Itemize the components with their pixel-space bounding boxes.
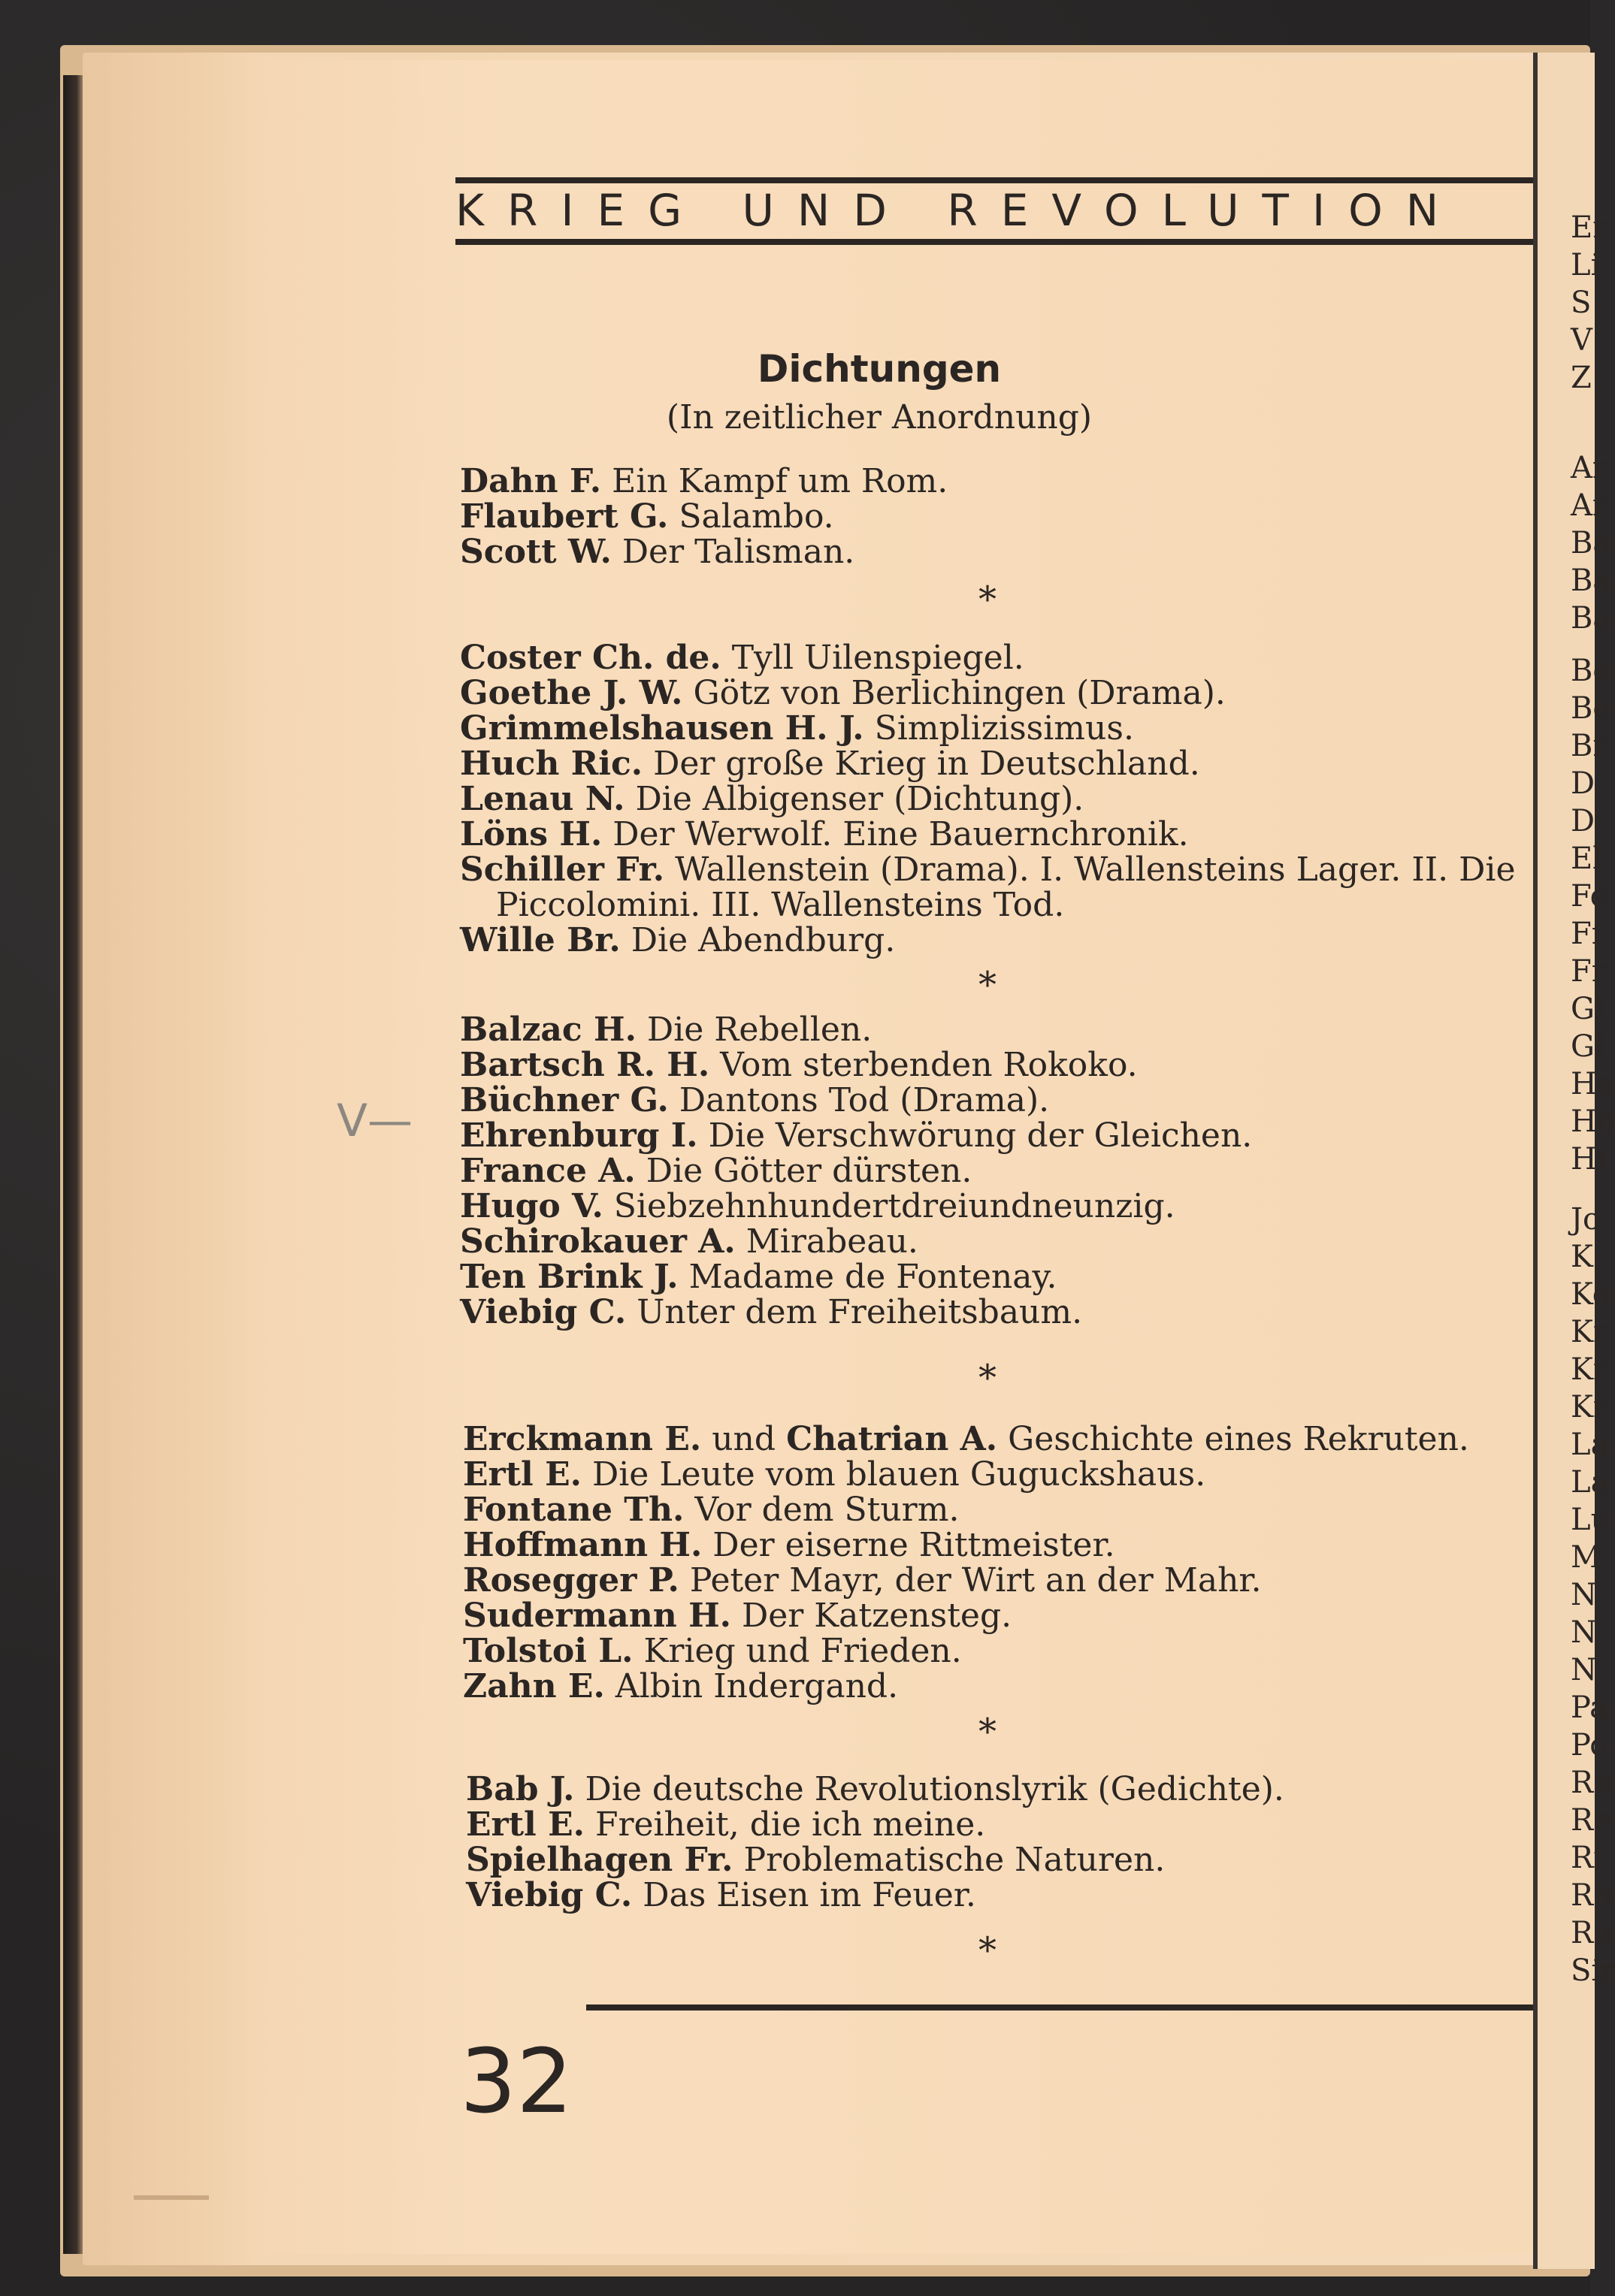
list-item: Schirokauer A. Mirabeau. [460,1222,918,1261]
right-page-fragment: K [1571,1240,1593,1274]
right-page-fragment: Re [1571,1803,1611,1838]
separator-asterisk: * [978,1357,997,1399]
right-page-fragment: Be [1571,654,1611,688]
right-page-fragment: Ar [1571,451,1607,485]
right-page-fragment: V [1571,323,1592,358]
right-page-fragment: La [1571,1465,1609,1500]
list-item: Wille Br. Die Abendburg. [460,921,896,959]
list-item: Grimmelshausen H. J. Simplizissimus. [460,709,1134,748]
right-page-fragment: S [1571,285,1592,320]
list-item: Ten Brink J. Madame de Fontenay. [460,1258,1057,1296]
list-item: Fontane Th. Vor dem Sturm. [463,1491,960,1529]
right-page-fragment: Er [1571,210,1607,245]
list-item: Spielhagen Fr. Problematische Naturen. [466,1841,1166,1879]
right-page-fragment: Gl [1571,1029,1604,1064]
list-item-continuation: Piccolomini. III. Wallensteins Tod. [496,886,1065,924]
list-item: Coster Ch. de. Tyll Uilenspiegel. [460,639,1024,677]
right-page-fragment: Re [1571,1766,1611,1800]
list-item: Lenau N. Die Albigenser (Dichtung). [460,780,1084,818]
right-page-fragment: Ro [1571,1916,1612,1950]
section-title: Dichtungen [757,347,1002,391]
right-page-fragment: D [1571,766,1595,801]
right-page-fragment: El [1571,841,1602,876]
right-page-fragment: Po [1571,1728,1608,1763]
pencil-annotation: V— [337,1095,413,1147]
list-item: Rosegger P. Peter Mayr, der Wirt an der Mahr. [463,1561,1262,1600]
list-item: Bab J. Die deutsche Revolutionslyrik (Gedichte). [466,1770,1284,1808]
footer-rule [586,2004,1533,2011]
list-item: Balzac H. Die Rebellen. [460,1011,873,1049]
list-item: Tolstoi L. Krieg und Frieden. [463,1632,962,1670]
running-header: KRIEG UND REVOLUTION [455,185,1462,236]
right-page-fragment: Ri [1571,1841,1603,1875]
right-page-fragment: Kr [1571,1352,1608,1387]
list-item: France A. Die Götter dürsten. [460,1152,972,1190]
right-page-fragment: Hi [1571,1142,1607,1177]
right-page-fragment: Fr [1571,917,1606,951]
header-rule-top [455,177,1533,183]
separator-asterisk: * [978,1711,997,1753]
right-page-fragment: Fr [1571,954,1606,989]
right-page-fragment: M [1571,1540,1601,1575]
right-page-fragment: Pa [1571,1690,1607,1725]
right-page-fragment: Kr [1571,1390,1608,1424]
page-number: 32 [460,2029,573,2133]
right-page-fragment: Fe [1571,879,1608,914]
right-page-fragment: Jo [1571,1202,1601,1237]
list-item: Sudermann H. Der Katzensteg. [463,1597,1012,1635]
list-item: Erckmann E. und Chatrian A. Geschichte eines Rekruten. [463,1420,1469,1458]
right-page-fragment: Kö [1571,1277,1610,1312]
right-page-fragment: La [1571,1427,1609,1462]
right-page-fragment: Kr [1571,1315,1608,1349]
list-item: Ertl E. Die Leute vom blauen Guguckshaus. [463,1455,1206,1494]
page-tab-mark [134,2195,209,2200]
list-item: Huch Ric. Der große Krieg in Deutschland. [460,745,1200,783]
right-page-fragment: Lu [1571,1503,1610,1537]
right-page-fragment: Ba [1571,563,1611,598]
right-page-fragment: Ar [1571,488,1607,523]
list-item: Zahn E. Albin Indergand. [463,1667,899,1705]
right-page-fragment: N [1571,1653,1597,1687]
right-page-fragment: Ho [1571,1104,1615,1139]
right-page-fragment: Li [1571,248,1601,282]
separator-asterisk: * [978,1929,997,1971]
list-item: Ertl E. Freiheit, die ich meine. [466,1805,986,1844]
list-item: Goethe J. W. Götz von Berlichingen (Drama). [460,674,1226,712]
list-item: Löns H. Der Werwolf. Eine Bauernchronik. [460,815,1189,853]
right-page-fragment: Be [1571,691,1611,726]
list-item: Hoffmann H. Der eiserne Rittmeister. [463,1526,1115,1564]
header-rule-bottom [455,239,1533,245]
right-page-fragment: Z [1571,361,1592,395]
right-page-fragment: Ha [1571,1067,1615,1101]
right-page-fragment: N [1571,1578,1597,1612]
list-item: Ehrenburg I. Die Verschwörung der Gleichen. [460,1116,1253,1155]
list-item: Scott W. Der Talisman. [460,533,855,571]
list-item: Viebig C. Das Eisen im Feuer. [466,1876,976,1914]
right-page-fragment: Gl [1571,992,1604,1026]
list-item: Dahn F. Ein Kampf um Rom. [460,462,948,500]
list-item: Flaubert G. Salambo. [460,497,834,536]
separator-asterisk: * [978,964,997,1006]
list-item: Büchner G. Dantons Tod (Drama). [460,1081,1050,1119]
right-page-fragment: D [1571,804,1595,838]
separator-asterisk: * [978,579,997,621]
list-item: Schiller Fr. Wallenstein (Drama). I. Wallensteins Lager. II. Die [460,850,1516,889]
right-page-fragment: N [1571,1615,1597,1650]
right-page-fragment: Ba [1571,601,1611,636]
section-subtitle: (In zeitlicher Anordnung) [666,398,1093,437]
right-page-fragment: Ba [1571,526,1611,560]
right-page-fragment: Ro [1571,1878,1612,1913]
right-page-fragment: Sir [1571,1953,1615,1988]
list-item: Hugo V. Siebzehnhundertdreiundneunzig. [460,1187,1175,1225]
right-page [1533,53,1615,2269]
right-page-fragment: Br [1571,729,1607,763]
list-item: Bartsch R. H. Vom sterbenden Rokoko. [460,1046,1138,1084]
list-item: Viebig C. Unter dem Freiheitsbaum. [460,1293,1083,1331]
